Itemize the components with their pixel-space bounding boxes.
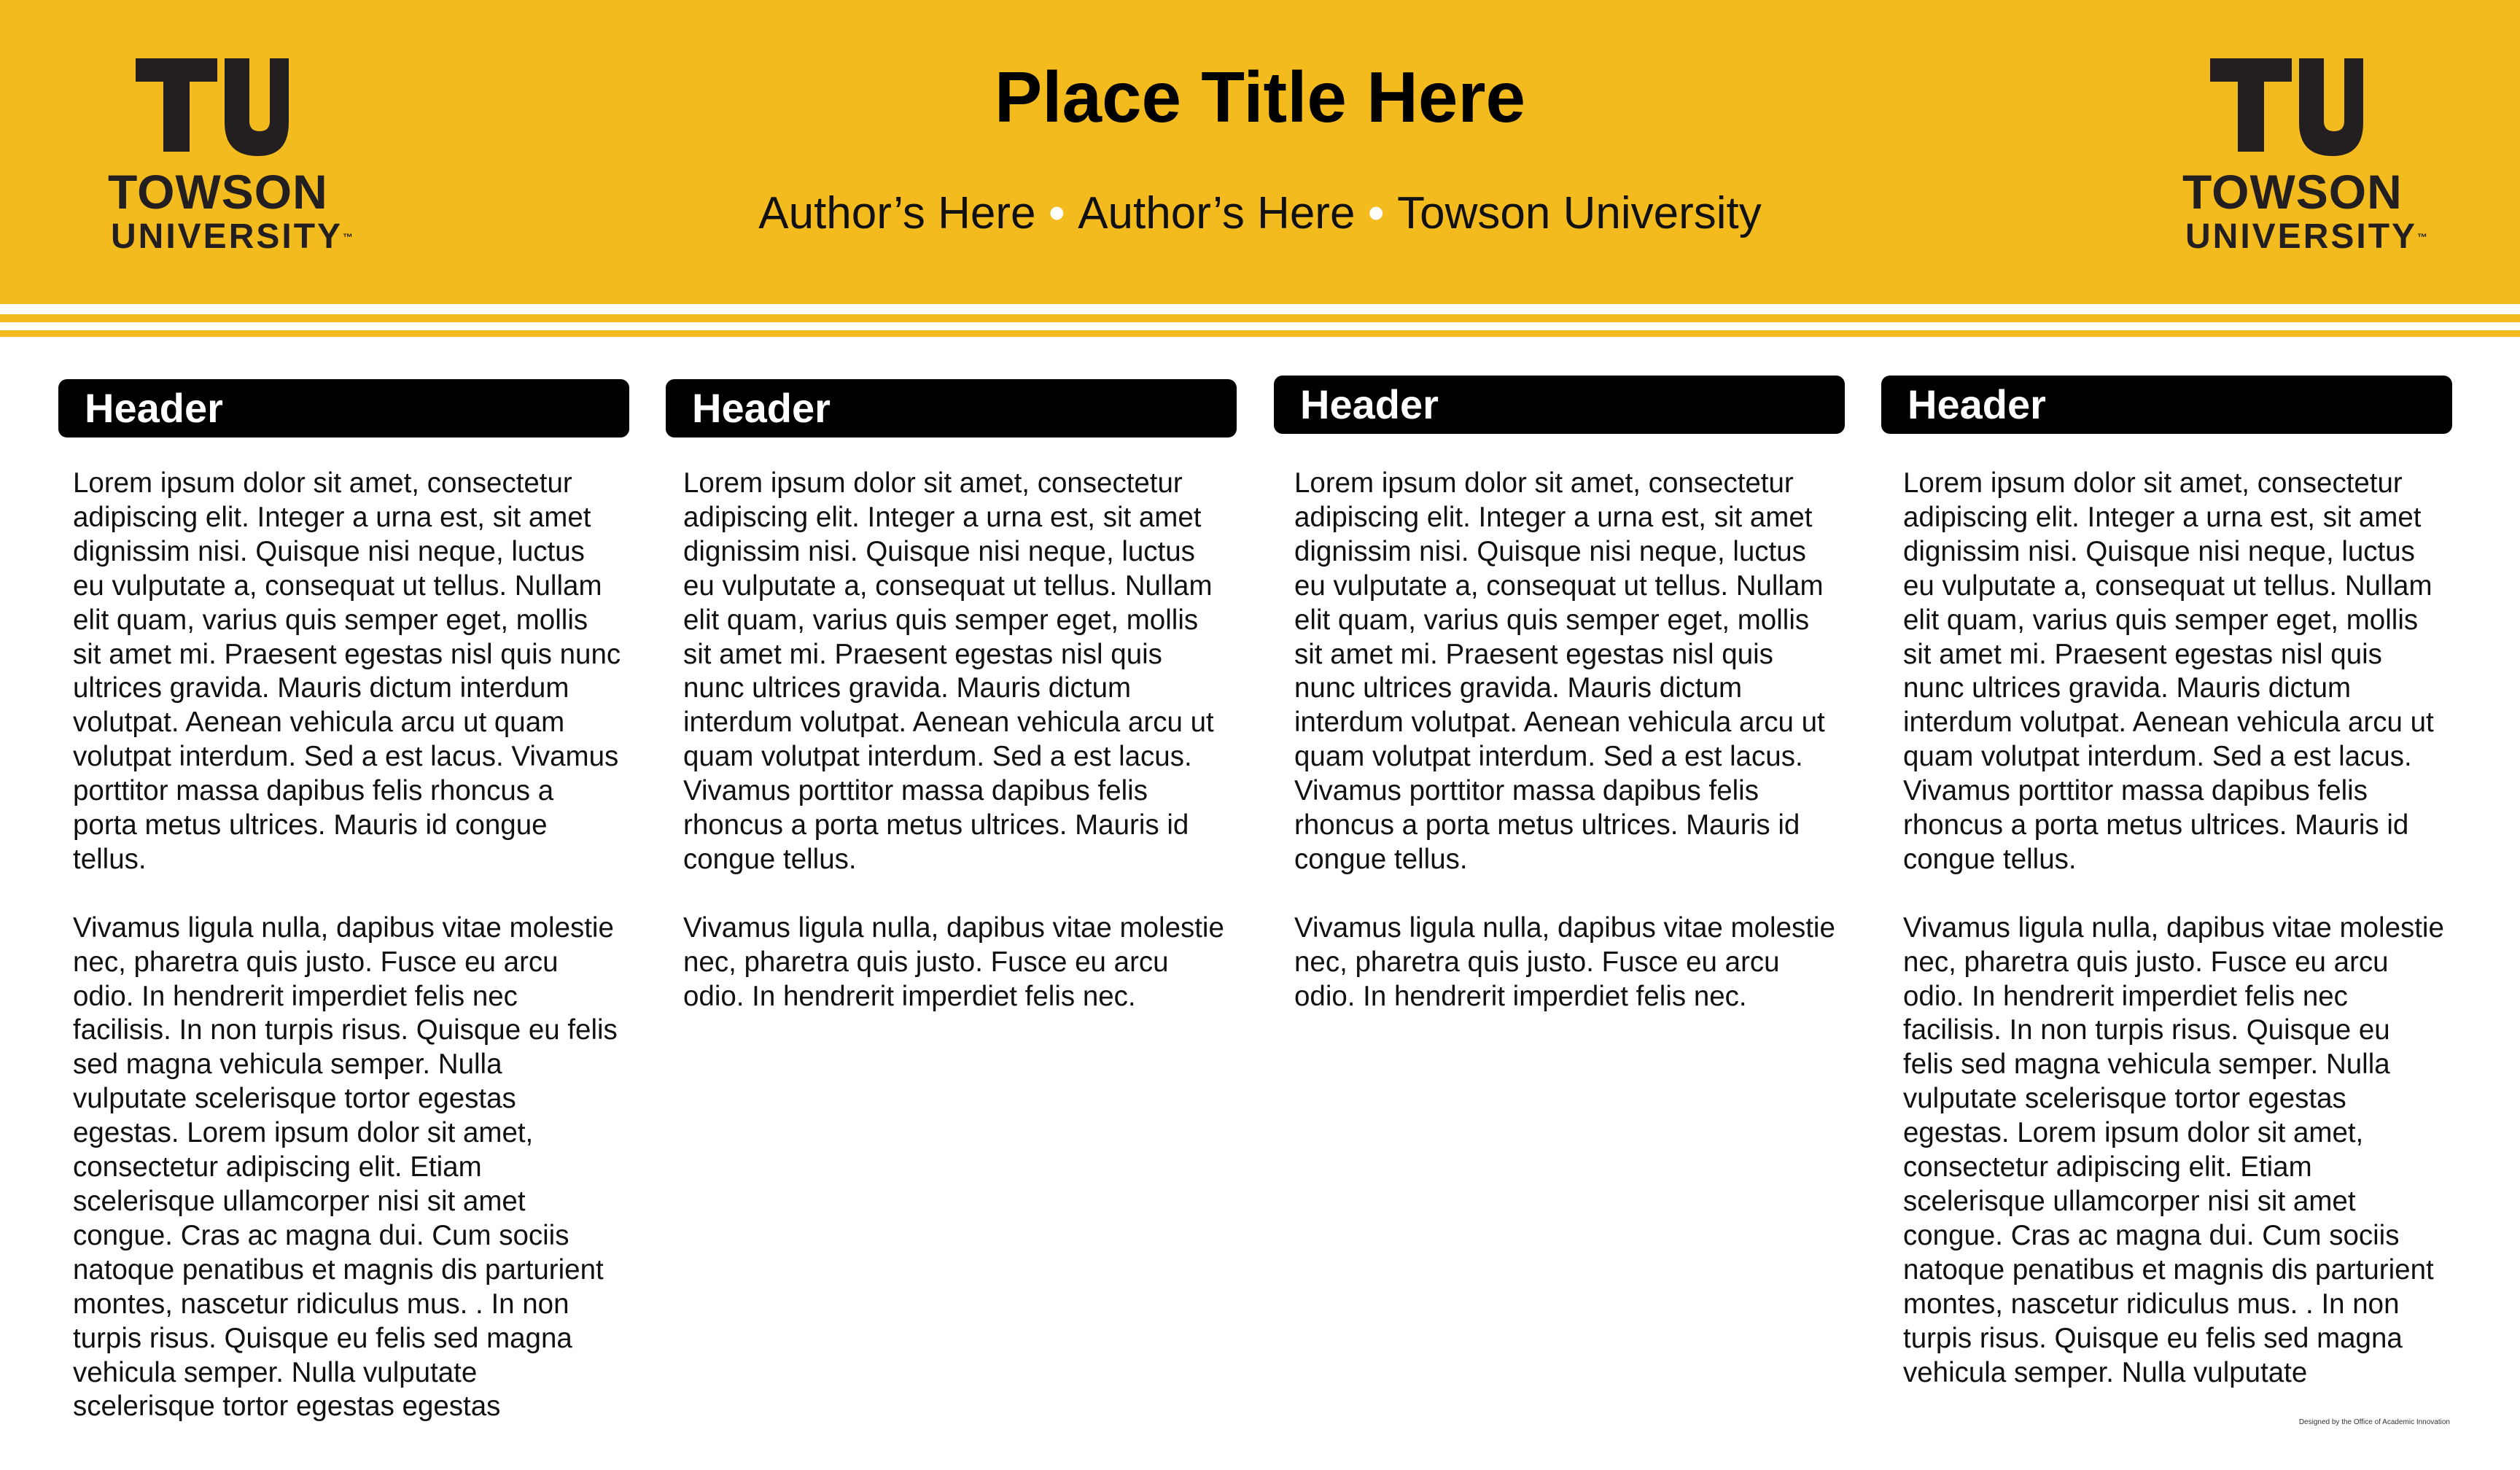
logo-wordmark-towson: TOWSON [108,165,328,219]
poster-title: Place Title Here [994,57,1526,137]
content-column-2 [666,379,1237,1048]
body-paragraph: Lorem ipsum dolor sit amet, consectetur adipiscing elit. Integer a urna est, sit amet dignissim nisi. Quisque nisi neque, luctus eu vulputate a, consequat ut tellus. Nullam elit quam, varius quis semper eget, mollis sit amet mi. Praesent egestas nisl quis nunc ultrices gravida. Mauris dictum interdum volutpat. Aenean vehicula arcu ut quam volutpat interdum. Sed a est lacus. Vivamus porttitor massa dapibus felis rhoncus a porta metus ultrices. Mauris id congue tellus. [683,467,1214,875]
column-body [666,467,1237,1014]
column-body [1274,467,1845,1014]
logo-wordmark-towson: TOWSON [2182,165,2403,219]
footer-credit: Designed by the Office of Academic Innovation [2298,1418,2450,1426]
title-banner [0,0,2520,304]
author-name: Author’s Here [758,188,1036,238]
banner-stripe [0,314,2520,322]
content-column-1 [58,379,629,1458]
column-header: Header [58,379,629,438]
column-body [58,467,629,1424]
column-header: Header [1881,376,2452,434]
column-header: Header [666,379,1237,438]
logo-wordmark-university: UNIVERSITY™ [2185,217,2428,256]
body-paragraph: Lorem ipsum dolor sit amet, consectetur adipiscing elit. Integer a urna est, sit amet dignissim nisi. Quisque nisi neque, luctus eu vulputate a, consequat ut tellus. Nullam elit quam, varius quis semper eget, mollis sit amet mi. Praesent egestas nisl quis nunc ultrices gravida. Mauris dictum interdum volutpat. Aenean vehicula arcu ut quam volutpat interdum. Sed a est lacus. Vivamus porttitor massa dapibus felis rhoncus a porta metus ultrices. Mauris id congue tellus. [1903,467,2434,875]
body-paragraph: Vivamus ligula nulla, dapibus vitae molestie nec, pharetra quis justo. Fusce eu arcu odio. In hendrerit imperdiet felis nec. [683,911,1224,1012]
content-column-3 [1274,376,1845,1048]
body-paragraph: Lorem ipsum dolor sit amet, consectetur adipiscing elit. Integer a urna est, sit amet dignissim nisi. Quisque nisi neque, luctus eu vulputate a, consequat ut tellus. Nullam elit quam, varius quis semper eget, mollis sit amet mi. Praesent egestas nisl quis nunc ultrices gravida. Mauris dictum interdum volutpat. Aenean vehicula arcu ut quam volutpat interdum. Sed a est lacus. Vivamus porttitor massa dapibus felis rhoncus a porta metus ultrices. Mauris id congue tellus. [1294,467,1825,875]
logo-wordmark-university: UNIVERSITY™ [111,217,354,256]
author-name: Author’s Here [1078,188,1356,238]
body-paragraph: Lorem ipsum dolor sit amet, consectetur adipiscing elit. Integer a urna est, sit amet dignissim nisi. Quisque nisi neque, luctus eu vulputate a, consequat ut tellus. Nullam elit quam, varius quis semper eget, mollis sit amet mi. Praesent egestas nisl quis nunc ultrices gravida. Mauris dictum interdum volutpat. Aenean vehicula arcu ut quam volutpat interdum. Sed a est lacus. Vivamus porttitor massa dapibus felis rhoncus a porta metus ultrices. Mauris id congue tellus. [73,467,621,875]
content-column-4 [1881,376,2452,1424]
column-body [1881,467,2452,1390]
column-header: Header [1274,376,1845,434]
banner-stripe [0,330,2520,337]
body-paragraph: Vivamus ligula nulla, dapibus vitae molestie nec, pharetra quis justo. Fusce eu arcu odio. In hendrerit imperdiet felis nec. [1294,911,1835,1012]
body-paragraph: Vivamus ligula nulla, dapibus vitae molestie nec, pharetra quis justo. Fusce eu arcu odio. In hendrerit imperdiet felis nec facilisis. In non turpis risus. Quisque eu felis sed magna vehicula semper. Nulla vulputate scelerisque tortor egestas egestas. Lorem ipsum dolor sit amet, consectetur adipiscing elit. Etiam scelerisque ullamcorper nisi sit amet congue. Cras ac magna dui. Cum sociis natoque penatibus et magnis dis parturient montes, nascetur ridiculus mus. . In non turpis risus. Quisque eu felis sed magna vehicula semper. Nulla vulputate scelerisque tortor egestas egestas [73,911,618,1423]
author-line [0,188,2520,239]
author-affiliation: Towson University [1397,188,1762,238]
separator-dot: • [1049,188,1065,238]
body-paragraph: Vivamus ligula nulla, dapibus vitae molestie nec, pharetra quis justo. Fusce eu arcu odio. In hendrerit imperdiet felis nec facilisis. In non turpis risus. Quisque eu felis sed magna vehicula semper. Nulla vulputate scelerisque tortor egestas egestas. Lorem ipsum dolor sit amet, consectetur adipiscing elit. Etiam scelerisque ullamcorper nisi sit amet congue. Cras ac magna dui. Cum sociis natoque penatibus et magnis dis parturient montes, nascetur ridiculus mus. . In non turpis risus. Quisque eu felis sed magna vehicula semper. Nulla vulputate [1903,911,2444,1388]
separator-dot: • [1368,188,1385,238]
